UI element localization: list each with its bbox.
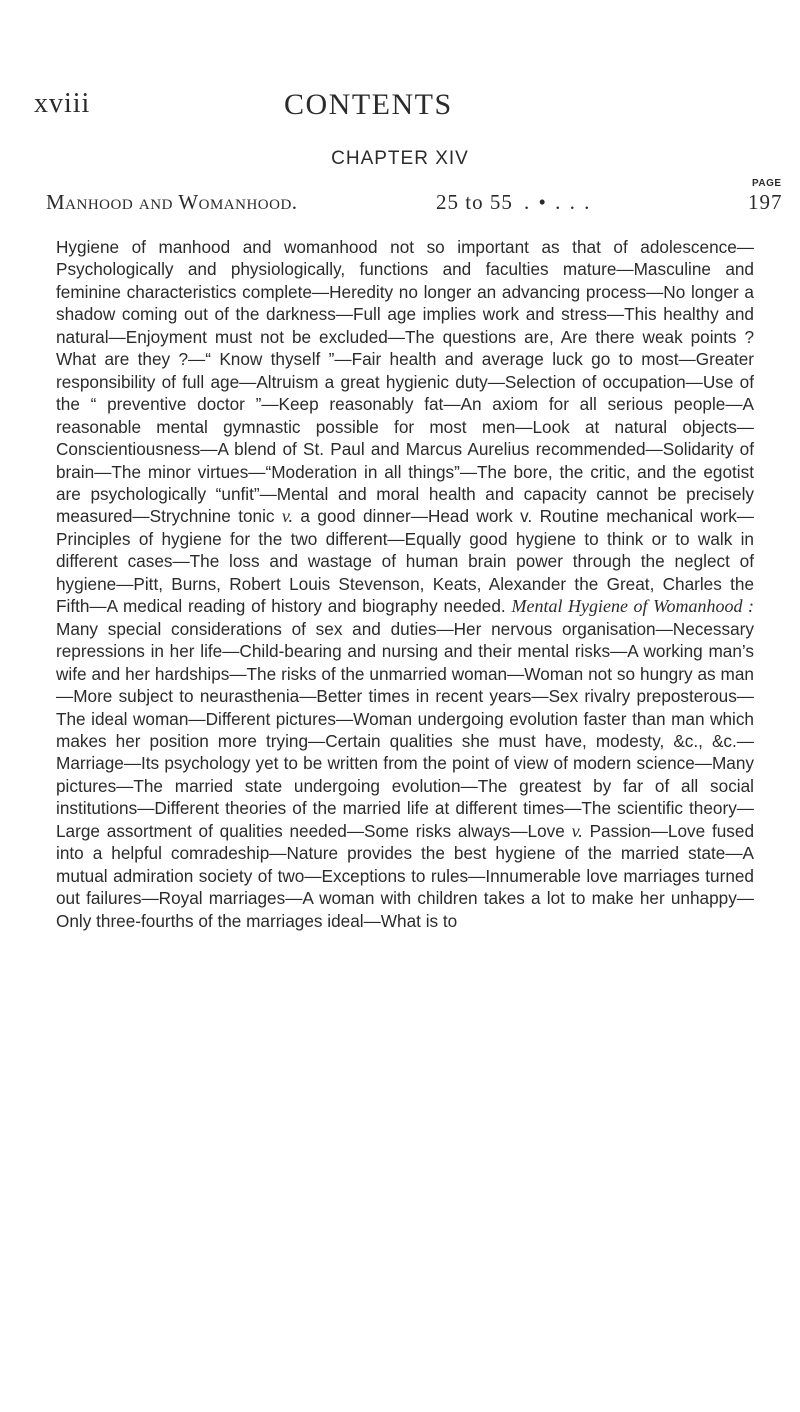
chapter-synopsis: [56, 236, 754, 932]
running-title: CONTENTS: [284, 88, 453, 121]
chapter-age-range: 25 to 55: [436, 190, 513, 214]
page-column-label: PAGE: [752, 178, 782, 189]
running-head: [34, 88, 734, 128]
synopsis-versus-2: v.: [571, 820, 583, 841]
chapter-page-number: 197: [748, 190, 783, 214]
section-title-womanhood: Mental Hygiene of Womanhood :: [511, 596, 754, 617]
dot-leaders: . • . . .: [524, 190, 592, 214]
synopsis-part-4: Passion—Love fused into a helpful comradeship—Nature provides the best hygiene of the married state—A mutual admiration society of two—Exceptions to rules—Innumerable love marriages turned out failures—Royal marriages—A woman with children takes a lot to make her unhappy—Only three-fourths of the marriages ideal—What is to: [56, 820, 754, 931]
synopsis-part-3: Many special considerations of sex and duties—Her nervous organisation—Necessary repressions in her life—Child-bearing and nursing and their mental risks—A working man’s wife and her hardships—The risks of the unmarried woman—Woman not so hungry as man—More subject to neurasthenia—Better times in recent years—Sex rivalry preposterous—The ideal woman—Different pictures—Woman undergoing evolution faster than man which makes her position more trying—Certain qualities she must have, modesty, &c., &c.—Marriage—Its psychology yet to be written from the point of view of modern science—Many pictures—The married state undergoing evolution—The greatest by far of all social institutions—Different theories of the married life at different times—The scientific theory—Large assortment of qualities needed—Some risks always—Love: [56, 618, 754, 841]
chapter-title: Manhood and Womanhood.: [46, 190, 298, 214]
chapter-heading: CHAPTER XIV: [331, 148, 469, 169]
page-folio: xviii: [34, 88, 91, 119]
chapter-entry: [46, 190, 786, 224]
synopsis-versus-1: v.: [281, 506, 294, 527]
synopsis-part-1: Hygiene of manhood and womanhood not so important as that of adolescence—Psychologically and physiologically, functions and faculties mature—Masculine and feminine characteristics complete—Heredity no longer an advancing process—No longer a shadow coming out of the darkness—Full age implies work and stress—This healthy and natural—Enjoyment must not be excluded—The questions are, Are there weak points ? What are they ?—“ Know thyself ”—Fair health and average luck go to most—Greater responsibility of full age—Altruism a great hygienic duty—Selection of occupation—Use of the “ preventive doctor ”—Keep reasonably fat—An axiom for all serious people—A reasonable mental gymnastic possible for most men—Look at natural objects—Conscientiousness—A blend of St. Paul and Marcus Aurelius recommended—Solidarity of brain—The minor virtues—“Moderation in all things”—The bore, the critic, and the egotist are psychologically “unfit”—Mental and moral health and capacity cannot be precisely measured—Strychnine tonic: [56, 237, 754, 527]
synopsis-part-2: a good dinner—Head work v. Routine mechanical work—Principles of hygiene for the two different—Equally good hygiene to think or to walk in different cases—The loss and wastage of human brain power through the neglect of hygiene—Pitt, Burns, Robert Louis Stevenson, Keats, Alexander the Great, Charles the Fifth—A medical reading of history and biography needed.: [56, 506, 754, 617]
